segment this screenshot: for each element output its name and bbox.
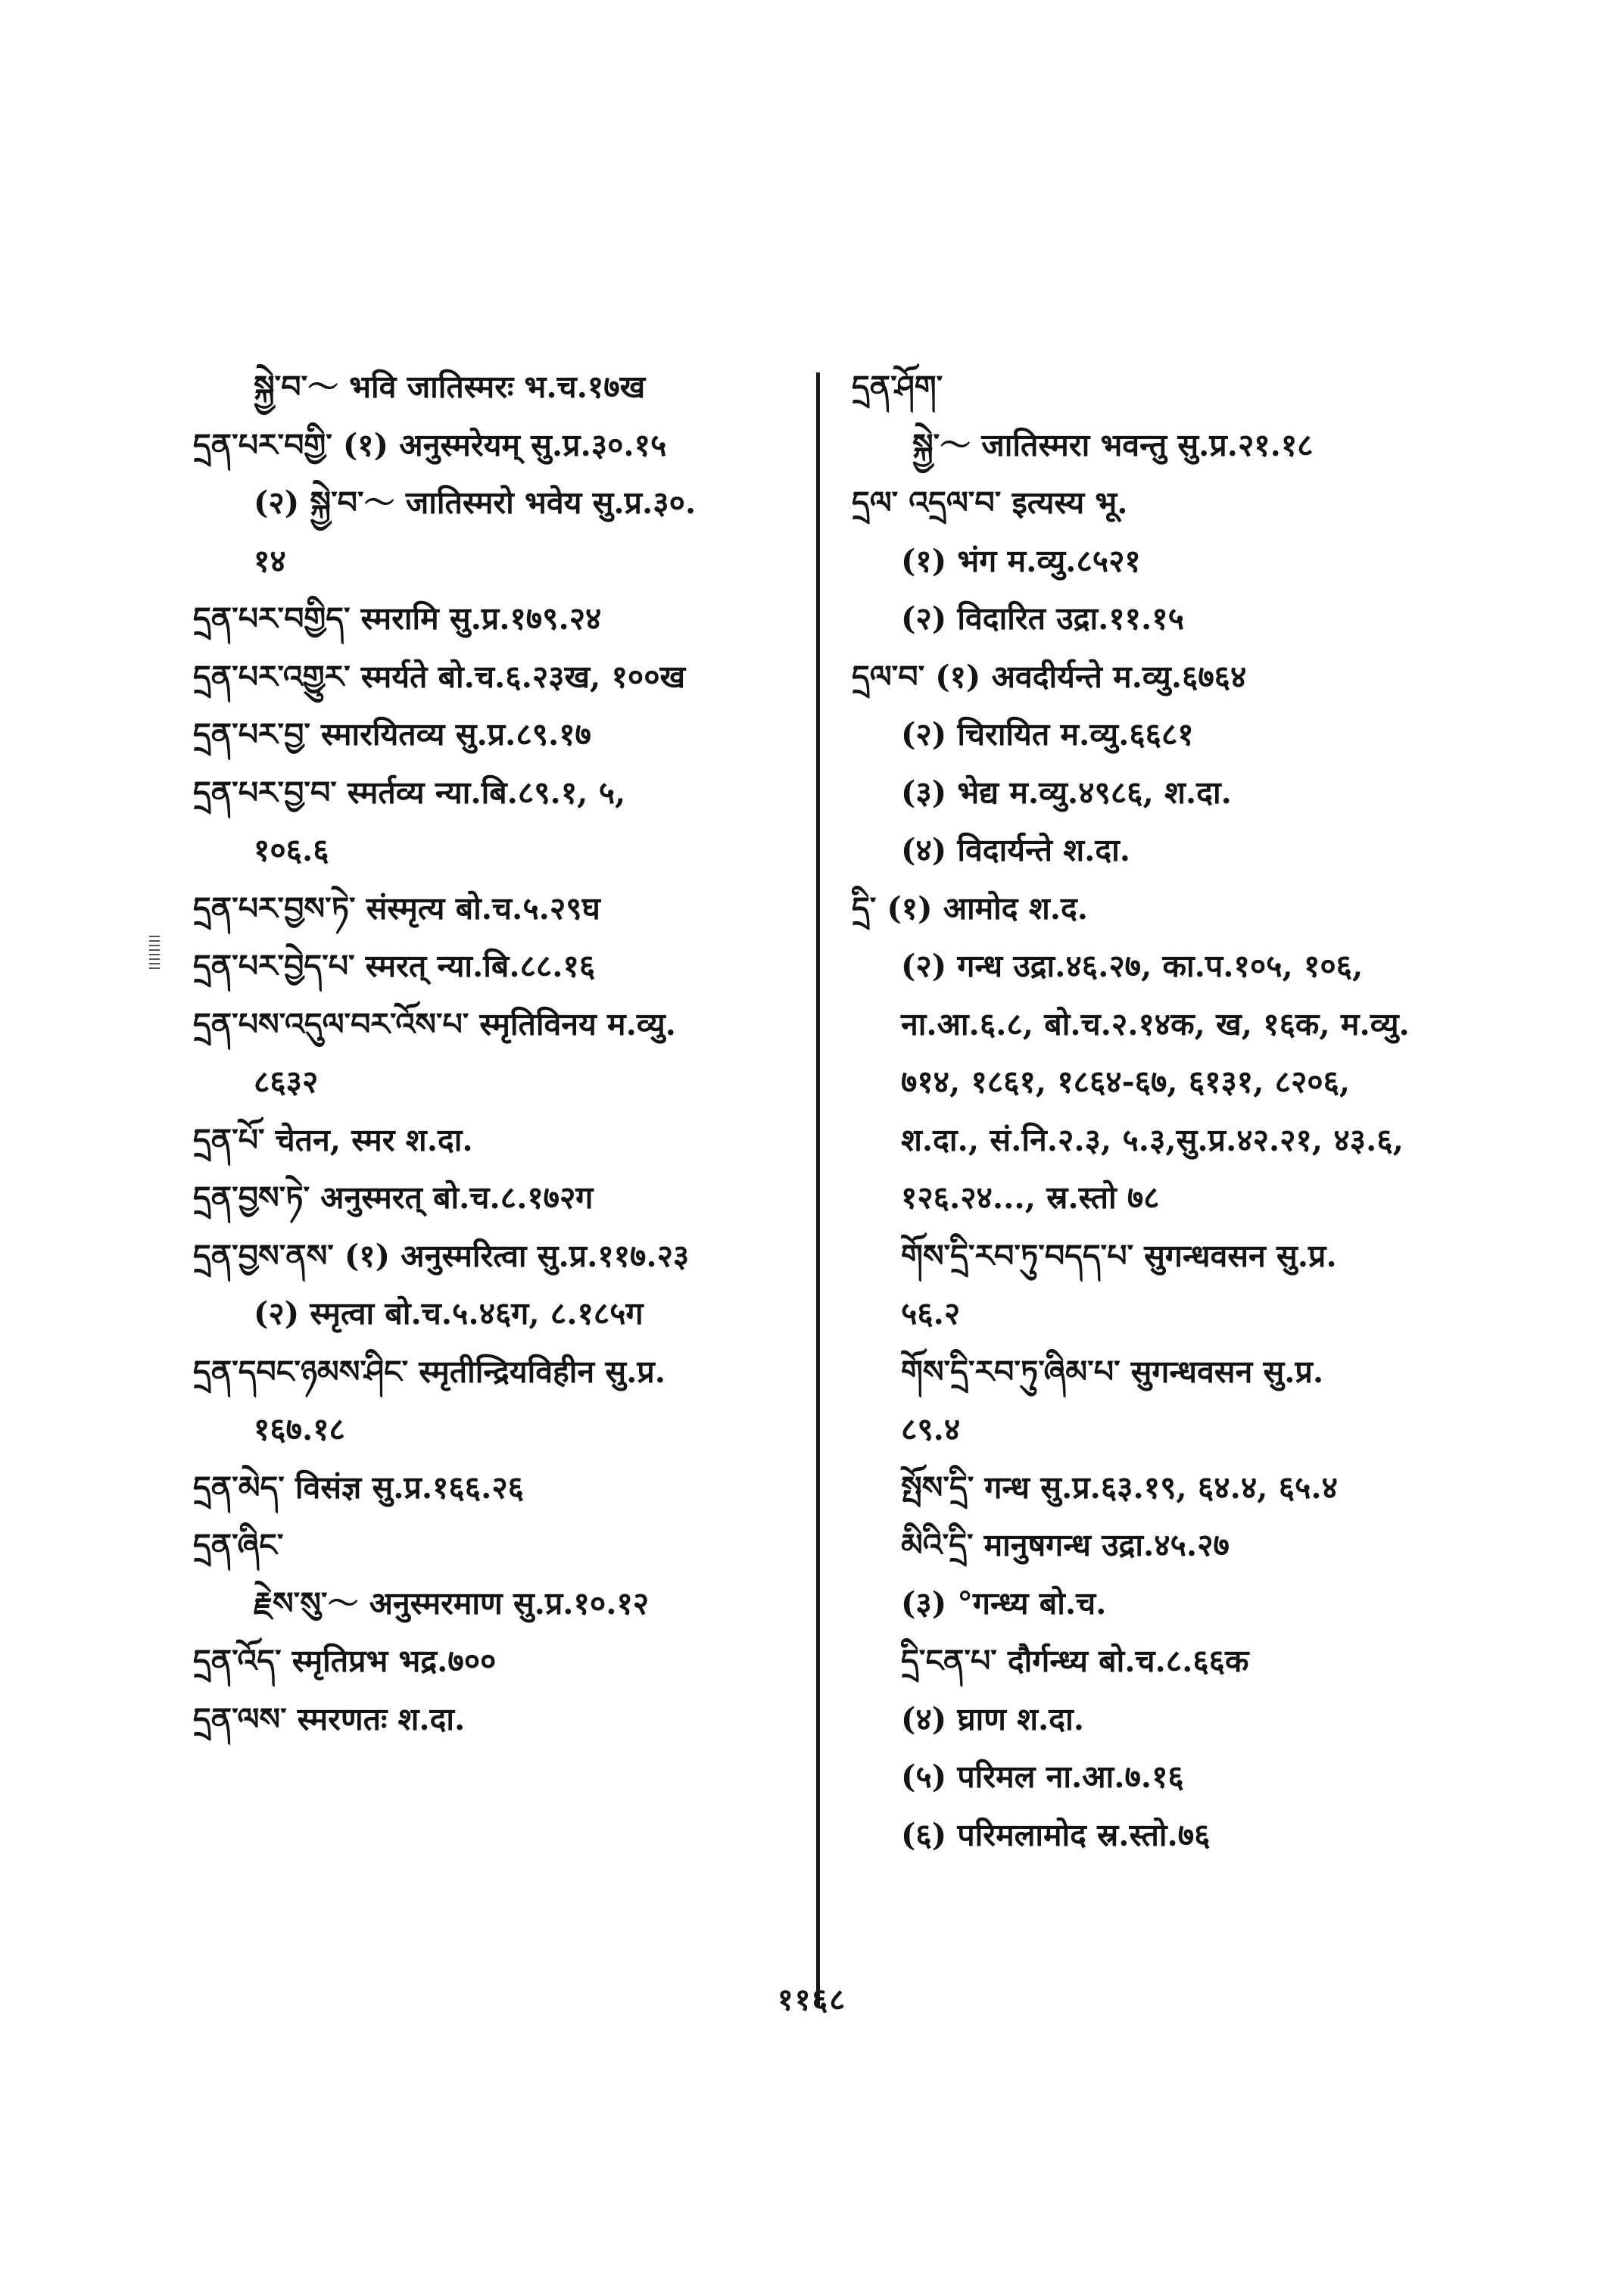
tibetan-headword: སྐྱེ་～ [912,426,971,463]
sanskrit-equivalent: (५) परिमल ना.आ.७.१६ [901,1759,1184,1795]
sanskrit-equivalent: गन्ध सु.प्र.६३.१९, ६४.४, ६५.४ [984,1469,1338,1506]
sanskrit-equivalent: (१) अनुस्मरेयम् सु.प्र.३०.१५ [342,426,667,463]
sanskrit-equivalent: ८६३२ [254,1064,319,1100]
sanskrit-equivalent: सुगन्धवसन सु.प्र. [1130,1353,1324,1390]
entry-line [852,1584,1457,1643]
tibetan-headword: དྲན་བྱས་ནས་ [193,1237,334,1274]
sanskrit-equivalent: (१) अनुस्मरित्वा सु.प्र.११७.२३ [344,1237,690,1274]
entry-line [852,658,1457,716]
entry-line [193,1005,814,1064]
entry-line [193,368,814,426]
entry-line [193,1179,814,1237]
entry-line [193,947,814,1005]
tibetan-headword: དྲན་འོད་ [193,1643,282,1679]
sanskrit-equivalent: (६) परिमलामोद स्र.स्तो.७६ [901,1816,1211,1853]
entry-line [852,426,1457,484]
margin-mark [149,936,160,969]
sanskrit-equivalent: स्मरामि सु.प्र.१७९.२४ [360,600,602,637]
tibetan-headword: དྲན་ཞིང་ [193,1527,284,1563]
entry-line [852,1642,1457,1700]
entry-line [852,1063,1457,1121]
sanskrit-equivalent: स्मर्यते बो.च.६.२३ख, १००ख [360,658,686,695]
sanskrit-equivalent: (४) विदार्यन्ते श.दा. [901,832,1131,868]
entry-line [852,831,1457,889]
tibetan-headword: རྗེས་སུ་～ [254,1584,359,1622]
tibetan-headword: དྲན་པར་བྱས་ཏེ་ [193,889,356,927]
sanskrit-equivalent: ना.आ.६.८, बो.च.२.१४क, ख, १६क, म.व्यु. [901,1005,1410,1042]
entry-line [193,1584,814,1643]
tibetan-headword: དྲན་པར་འགྱུར་ [193,658,351,695]
tibetan-headword: དྲན་པོ་ [193,1121,265,1158]
sanskrit-equivalent: १४ [254,542,286,579]
entry-line [852,1410,1457,1469]
tibetan-headword: དྲན་པར་བྱེད་པ་ [193,948,355,984]
sanskrit-equivalent: दौर्गन्ध्य बो.च.८.६६क [1007,1643,1249,1679]
tibetan-headword: གོས་དྲི་རབ་ཏུ་བདད་པ་ [901,1237,1134,1274]
sanskrit-equivalent: भवि जातिस्मरः भ.च.१७ख [349,369,646,405]
entry-line [852,1526,1457,1584]
tibetan-headword: གོས་དྲི་རབ་ཏུ་ཞིམ་པ་ [901,1353,1121,1390]
entry-line [852,1237,1457,1295]
entry-line [852,947,1457,1005]
sanskrit-equivalent: स्मृतीन्द्रियविहीन सु.प्र. [419,1353,666,1390]
tibetan-headword: དྲན་ཤོག་ [852,369,943,405]
entry-line [193,1121,814,1179]
entry-line [193,715,814,774]
entry-line [193,484,814,542]
entry-line [852,1758,1457,1816]
sanskrit-equivalent: स्मर्तव्य न्या.बि.८९.१, ५, [347,774,626,811]
entry-line [193,1469,814,1527]
sanskrit-equivalent: (१) भंग म.व्यु.८५२१ [901,542,1141,579]
sanskrit-equivalent: (२) चिरायित म.व्यु.६६८१ [901,716,1194,752]
entry-line [193,831,814,889]
sanskrit-equivalent: (१) अवदीर्यन्ते म.व्यु.६७६४ [935,658,1247,695]
sanskrit-equivalent: स्मरणतः श.दा. [297,1700,466,1737]
entry-line [193,889,814,948]
sanskrit-equivalent: चेतन, स्मर श.दा. [275,1121,473,1158]
sanskrit-equivalent: संस्मृत्य बो.च.५.२९घ [366,889,600,927]
entry-line [193,1642,814,1700]
entry-line [852,774,1457,832]
sanskrit-equivalent: ७१४, १८६१, १८६४-६७, ६१३१, ८२०६, [901,1064,1351,1100]
tibetan-headword: དྲི་ [852,889,877,927]
entry-line [193,658,814,716]
sanskrit-equivalent: अनुस्मरत् बो.च.८.१७२ग [320,1179,594,1216]
sanskrit-equivalent: (२) སྐྱེ་བ་～ जातिस्मरो भवेय सु.प्र.३०. [254,484,697,521]
sanskrit-equivalent: स्मृतिप्रभ भद्र.७०० [291,1643,497,1679]
sanskrit-equivalent: (१) आमोद श.द. [887,889,1089,927]
sanskrit-equivalent: (३) °गन्ध्य बो.च. [901,1584,1107,1622]
column-divider [816,372,820,2008]
entry-line [852,1294,1457,1353]
sanskrit-equivalent: ८९.४ [901,1411,961,1447]
left-column [193,368,814,1758]
sanskrit-equivalent: अनुस्मरमाण सु.प्र.१०.१२ [369,1584,650,1622]
tibetan-headword: དྲན་མེད་ [193,1469,285,1506]
sanskrit-equivalent: श.दा., सं.नि.२.३, ५.३,सु.प्र.४२.२१, ४३.६, [901,1121,1404,1158]
tibetan-headword: མིའི་དྲི་ [901,1527,974,1563]
entry-line [193,1237,814,1295]
tibetan-headword: དྲན་པར་བགྱི་ [193,426,332,463]
tibetan-headword: དྲན་པར་བྱ་བ་ [193,774,337,811]
tibetan-headword: དྲན་པས་འདུལ་བར་འོས་པ་ [193,1005,469,1042]
sanskrit-equivalent: འདྲལ་བ་ इत्यस्य भू. [909,484,1128,521]
sanskrit-equivalent: (३) भेद्य म.व्यु.४९८६, श.दा. [901,774,1232,811]
entry-line [852,484,1457,542]
entry-line [193,1294,814,1353]
tibetan-headword: དྲི་ངན་པ་ [901,1643,997,1679]
sanskrit-equivalent: (२) विदारित उद्रा.११.१५ [901,600,1184,637]
entry-line [852,1005,1457,1064]
tibetan-headword: དྲལ་བ་ [852,658,925,695]
tibetan-headword: དྲལ་ [852,484,899,521]
sanskrit-equivalent: जातिस्मरा भवन्तु सु.प्र.२१.१८ [981,426,1314,463]
tibetan-headword: དྲན་བྱས་ཏེ་ [193,1179,310,1216]
page-number: ११६८ [777,1982,847,2017]
right-column [852,368,1457,1874]
entry-line [193,426,814,484]
entry-line [193,600,814,658]
sanskrit-equivalent: (२) स्मृत्वा बो.च.५.४६ग, ८.१८५ग [254,1295,644,1332]
tibetan-headword: དྲན་དབང་ཉམས་ཤིང་ [193,1353,409,1390]
sanskrit-equivalent: ५६.२ [901,1295,961,1332]
sanskrit-equivalent: स्मरत् न्या.बि.८८.१६ [365,948,596,984]
sanskrit-equivalent: विसंज्ञ सु.प्र.१६६.२६ [295,1469,524,1506]
entry-line [193,1526,814,1584]
sanskrit-equivalent: मानुषगन्ध उद्रा.४५.२७ [983,1527,1230,1563]
sanskrit-equivalent: १६७.१८ [254,1411,345,1447]
tibetan-headword: སྐྱེ་བ་～ [254,369,339,405]
sanskrit-equivalent: (२) गन्ध उद्रा.४६.२७, का.प.१०५, १०६, [901,948,1364,984]
entry-line [193,542,814,600]
entry-line [193,1700,814,1759]
entry-line [193,1063,814,1121]
entry-line [852,1179,1457,1237]
entry-line [852,1121,1457,1179]
entry-line [852,600,1457,658]
tibetan-headword: དྲན་པར་བྱ་ [193,716,311,752]
entry-line [852,715,1457,774]
sanskrit-equivalent: १२६.२४..., स्र.स्तो ७८ [901,1179,1160,1216]
entry-line [852,1353,1457,1411]
entry-line [193,774,814,832]
entry-line [193,1410,814,1469]
entry-line [852,1700,1457,1759]
sanskrit-equivalent: सुगन्धवसन सु.प्र. [1144,1237,1337,1274]
entry-line [852,1469,1457,1527]
sanskrit-equivalent: १०६.६ [254,832,329,868]
entry-line [852,368,1457,426]
entry-line [852,889,1457,948]
tibetan-headword: དྲན་པར་བགྱིད་ [193,600,351,637]
sanskrit-equivalent: (४) घ्राण श.दा. [901,1700,1084,1737]
entry-line [193,1353,814,1411]
entry-line [852,542,1457,600]
tibetan-headword: སྤོས་དྲི་ [901,1469,974,1506]
entry-line [852,1816,1457,1874]
sanskrit-equivalent: स्मृतिविनय म.व्यु. [479,1005,676,1042]
sanskrit-equivalent: स्मारयितव्य सु.प्र.८९.१७ [321,716,591,752]
tibetan-headword: དྲན་ལས་ [193,1700,287,1737]
